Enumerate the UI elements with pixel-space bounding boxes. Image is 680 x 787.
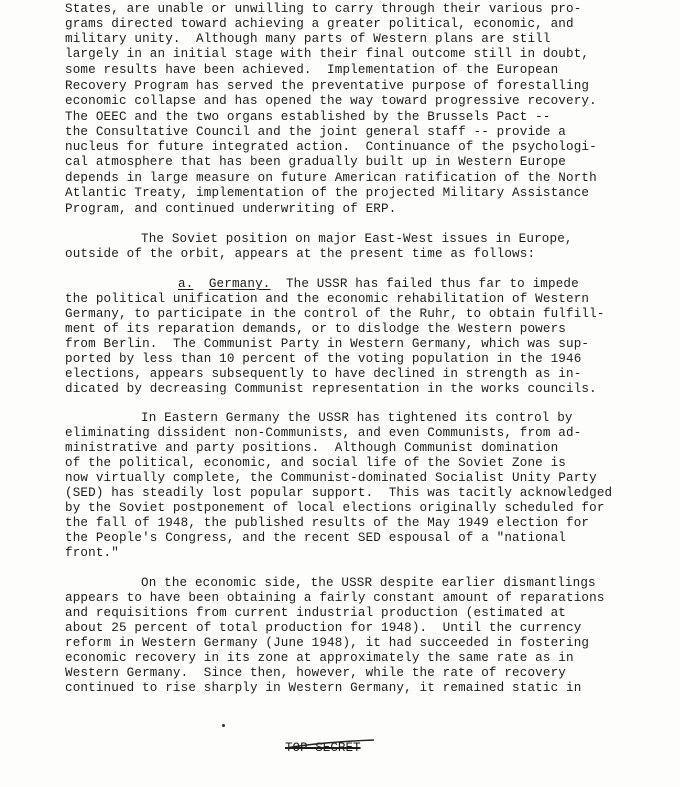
text-line: reform in Western Germany (June 1948), it had succeeded in fostering bbox=[65, 636, 590, 650]
germany-heading: Germany. bbox=[208, 277, 271, 291]
text-line: Atlantic Treaty, implementation of the projected Military Assistance bbox=[65, 186, 590, 200]
text-line: Recovery Program has served the preventative purpose of forestalling bbox=[65, 79, 590, 93]
text-line: ministrative and party positions. Although Communist domination bbox=[65, 441, 559, 455]
text-line: nucleus for future integrated action. Continuance of the psychologi- bbox=[65, 140, 597, 154]
text-line: the Consultative Council and the joint general staff -- provide a bbox=[65, 125, 566, 139]
text-line: economic recovery in its zone at approximately the same rate as in bbox=[65, 651, 574, 665]
strikethrough-mark bbox=[282, 736, 382, 758]
text-line: from Berlin. The Communist Party in Western Germany, which was sup- bbox=[65, 337, 590, 351]
stray-mark bbox=[222, 724, 225, 727]
text-line: The OEEC and the two organs established by the Brussels Pact -- bbox=[65, 110, 551, 124]
text-line: front." bbox=[65, 546, 119, 560]
germany-first-line-text: The USSR has failed thus far to impede bbox=[285, 277, 579, 291]
text-line: eliminating dissident non-Communists, and even Communists, from ad- bbox=[65, 426, 582, 440]
text-line: continued to rise sharply in Western Germany, it remained static in bbox=[65, 681, 582, 695]
text-line: outside of the orbit, appears at the present time as follows: bbox=[65, 247, 536, 261]
text-line: now virtually complete, the Communist-dominated Socialist Unity Party bbox=[65, 471, 597, 485]
text-line: the fall of 1948, the published results of the May 1949 election for bbox=[65, 516, 590, 530]
item-marker: a. bbox=[178, 277, 194, 291]
text-line: ment of its reparation demands, or to dislodge the Western powers bbox=[65, 322, 566, 336]
text-line: about 25 percent of total production for 1948). Until the currency bbox=[65, 621, 582, 635]
text-line: (SED) has steadily lost popular support. This was tacitly acknowledged bbox=[65, 486, 613, 500]
text-line: by the Soviet postponement of local elections originally scheduled for bbox=[65, 501, 605, 515]
text-line: Program, and continued underwriting of ERP. bbox=[65, 202, 397, 216]
text-line: economic collapse and has opened the way toward progressive recovery. bbox=[65, 94, 597, 108]
text-line: Western Germany. Since then, however, while the rate of recovery bbox=[65, 666, 566, 680]
text-line: largely in an initial stage with their final outcome still in doubt, bbox=[65, 47, 590, 61]
text-line: Germany, to participate in the control of the Ruhr, to obtain fulfill- bbox=[65, 307, 605, 321]
text-line: On the economic side, the USSR despite earlier dismantlings bbox=[141, 576, 596, 590]
text-line: ported by less than 10 percent of the voting population in the 1946 bbox=[65, 352, 582, 366]
text-line: the People's Congress, and the recent SED espousal of a "national bbox=[65, 531, 566, 545]
text-line: military unity. Although many parts of Western plans are still bbox=[65, 32, 551, 46]
text-line: grams directed toward achieving a greater political, economic, and bbox=[65, 17, 574, 31]
text-line: elections, appears subsequently to have declined in strength as in- bbox=[65, 367, 582, 381]
text-line: of the political, economic, and social life of the Soviet Zone is bbox=[65, 456, 566, 470]
classification-marking: TOP SECRET bbox=[285, 741, 361, 755]
text-line: depends in large measure on future American ratification of the North bbox=[65, 171, 597, 185]
text-line: and requisitions from current industrial production (estimated at bbox=[65, 606, 566, 620]
text-line: dicated by decreasing Communist representation in the works councils. bbox=[65, 382, 597, 396]
text-line: cal atmosphere that has been gradually built up in Western Europe bbox=[65, 155, 566, 169]
germany-first-line bbox=[178, 277, 579, 292]
text-line: In Eastern Germany the USSR has tightened its control by bbox=[141, 411, 573, 425]
text-line: States, are unable or unwilling to carry through their various pro- bbox=[65, 2, 582, 16]
text-line: the political unification and the economic rehabilitation of Western bbox=[65, 292, 590, 306]
text-line: some results have been achieved. Implementation of the European bbox=[65, 63, 559, 77]
text-line: appears to have been obtaining a fairly constant amount of reparations bbox=[65, 591, 605, 605]
text-line: The Soviet position on major East-West issues in Europe, bbox=[141, 232, 573, 246]
